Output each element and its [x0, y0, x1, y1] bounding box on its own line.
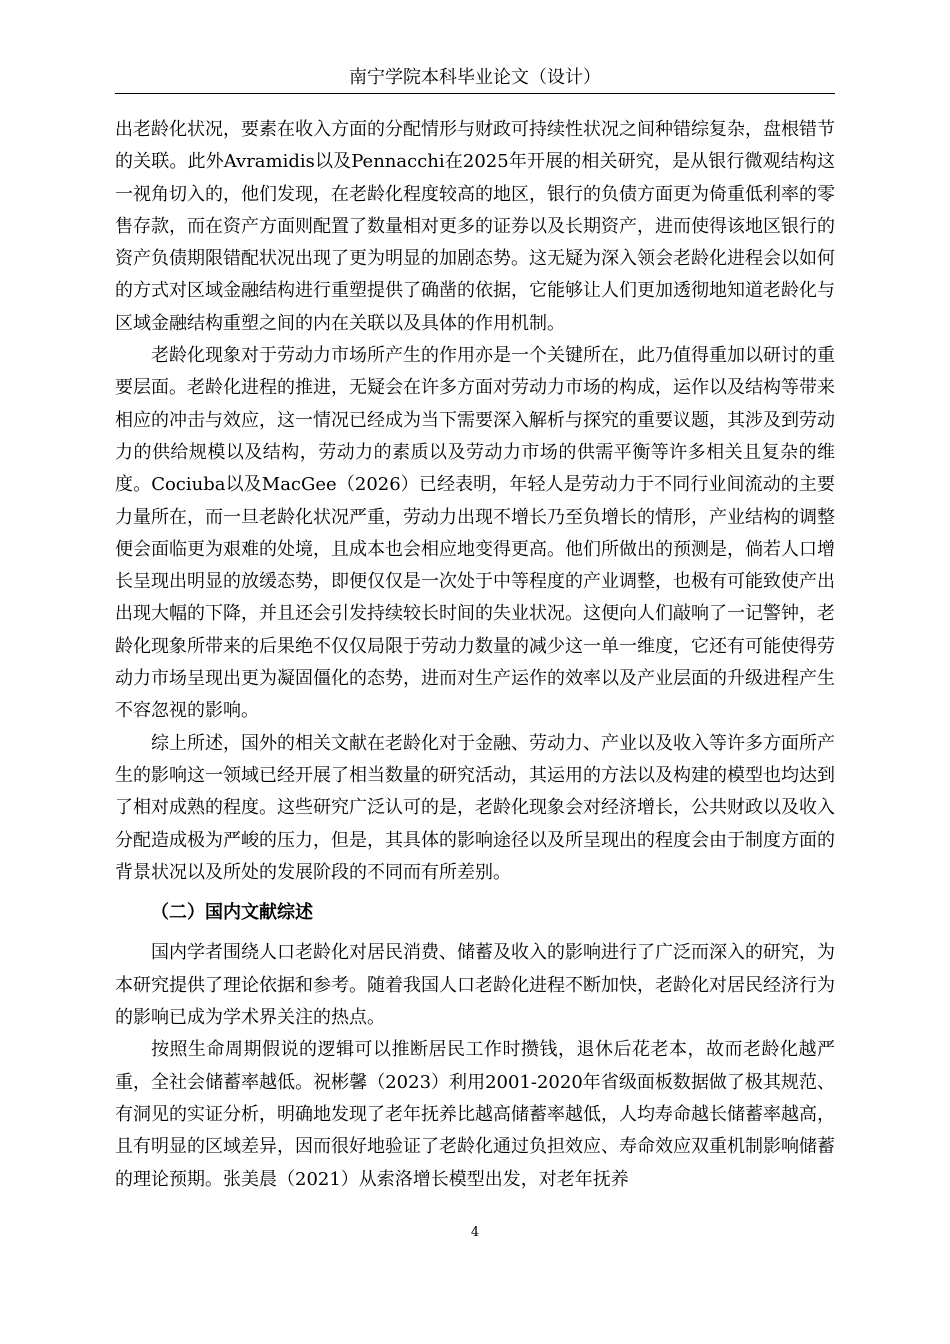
header-rule — [115, 93, 835, 94]
paragraph: 老龄化现象对于劳动力市场所产生的作用亦是一个关键所在，此乃值得重加以研讨的重要层面。老龄化进程的推进，无疑会在许多方面对劳动力市场的构成，运作以及结构等带来相应的冲击与效应，这一情况已经成为当下需要深入解析与探究的重要议题，其涉及到劳动力的供给规模以及结构，劳动力的素质以及劳动力市场的供需平衡等许多相关且复杂的维度。Cociuba以及MacGee（2026）已经表明，年轻人是劳动力于不同行业间流动的主要力量所在，而一旦老龄化状况严重，劳动力出现不增长乃至负增长的情形，产业结构的调整便会面临更为艰难的处境，且成本也会相应地变得更高。他们所做出的预测是，倘若人口增长呈现出明显的放缓态势，即便仅仅是一次处于中等程度的产业调整，也极有可能致使产出出现大幅的下降，并且还会引发持续较长时间的失业状况。这便向人们敲响了一记警钟，老龄化现象所带来的后果绝不仅仅局限于劳动力数量的减少这一单一维度，它还有可能使得劳动力市场呈现出更为凝固僵化的态势，进而对生产运作的效率以及产业层面的升级进程产生不容忽视的影响。 — [115, 345, 835, 722]
body-text — [115, 114, 835, 1196]
paragraph: 按照生命周期假说的逻辑可以推断居民工作时攒钱，退休后花老本，故而老龄化越严重，全社会储蓄率越低。祝彬馨（2023）利用2001-2020年省级面板数据做了极其规范、有洞见的实证分析，明确地发现了老年抚养比越高储蓄率越低，人均寿命越长储蓄率越高，且有明显的区域差异，因而很好地验证了老龄化通过负担效应、寿命效应双重机制影响储蓄的理论预期。张美晨（2021）从索洛增长模型出发，对老年抚养 — [115, 1039, 835, 1190]
running-header: 南宁学院本科毕业论文（设计） — [349, 67, 601, 88]
section-heading: （二）国内文献综述 — [151, 902, 313, 924]
page-number: 4 — [470, 1225, 480, 1240]
paragraph-continued: 出老龄化状况，要素在收入方面的分配情形与财政可持续性状况之间种错综复杂，盘根错节的关联。此外Avramidis以及Pennacchi在2025年开展的相关研究，是从银行微观结构这一视角切入的，他们发现，在老龄化程度较高的地区，银行的负债方面更为倚重低利率的零售存款，而在资产方面则配置了数量相对更多的证券以及长期资产，进而使得该地区银行的资产负债期限错配状况出现了更为明显的加剧态势。这无疑为深入领会老龄化进程会以如何的方式对区域金融结构进行重塑提供了确凿的依据，它能够让人们更加透彻地知道老龄化与区域金融结构重塑之间的内在关联以及具体的作用机制。 — [115, 119, 835, 334]
paragraph: 国内学者围绕人口老龄化对居民消费、储蓄及收入的影响进行了广泛而深入的研究，为本研究提供了理论依据和参考。随着我国人口老龄化进程不断加快，老龄化对居民经济行为的影响已成为学术界关注的热点。 — [115, 942, 835, 1029]
paragraph: 综上所述，国外的相关文献在老龄化对于金融、劳动力、产业以及收入等许多方面所产生的影响这一领域已经开展了相当数量的研究活动，其运用的方法以及构建的模型也均达到了相对成熟的程度。这些研究广泛认可的是，老龄化现象会对经济增长，公共财政以及收入分配造成极为严峻的压力，但是，其具体的影响途径以及所呈现出的程度会由于制度方面的背景状况以及所处的发展阶段的不同而有所差别。 — [115, 732, 835, 883]
